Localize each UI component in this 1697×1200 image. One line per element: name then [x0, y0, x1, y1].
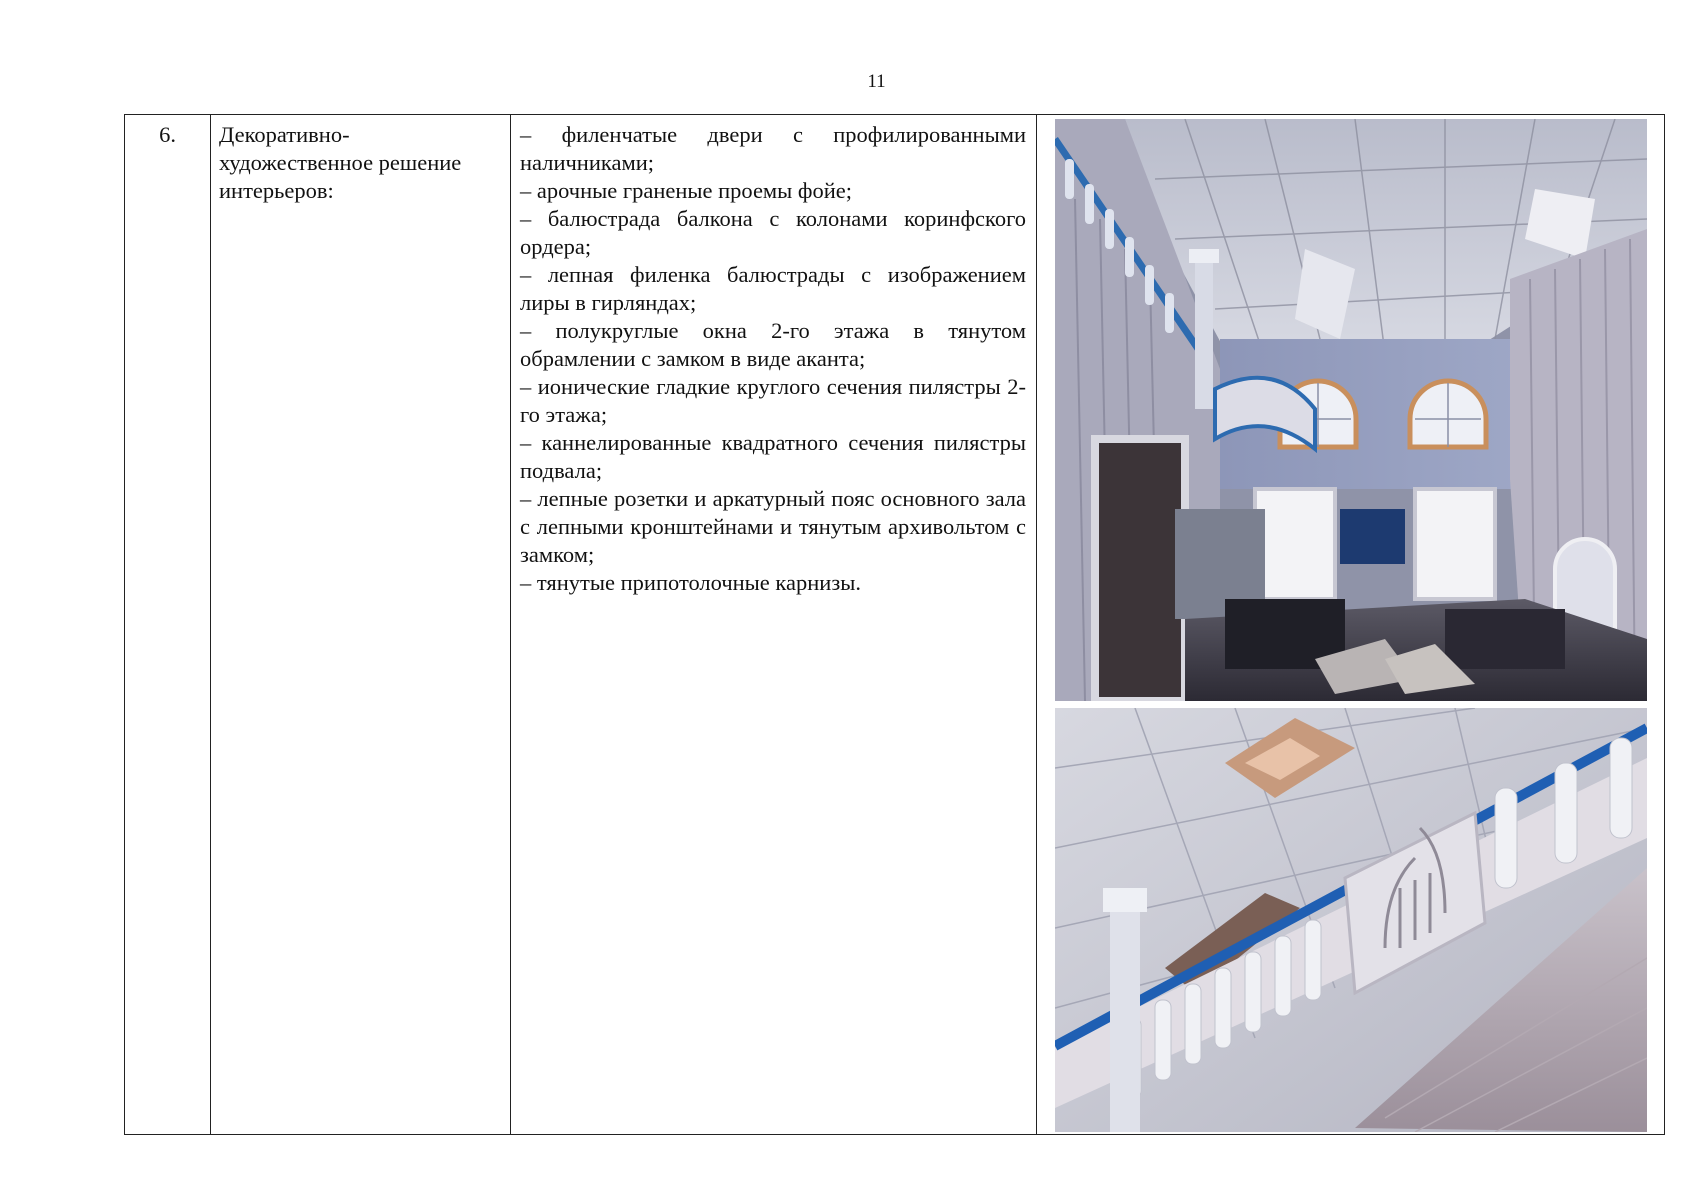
list-item: – тянутые припотолочные карнизы. [520, 570, 861, 595]
heritage-table [124, 114, 1665, 1135]
list-item: – арочные граненые проемы фойе; [520, 178, 853, 203]
table-row [125, 115, 1665, 1135]
list-item: – лепная филенка балюстрады с изображением лиры в гирляндах; [520, 262, 1026, 315]
list-item: – ионические гладкие круглого сечения пилястры 2-го этажа; [520, 374, 1026, 427]
balustrade-photo [1055, 708, 1647, 1132]
photo-column [1037, 115, 1665, 1135]
list-item: – балюстрада балкона с колонами коринфского ордера; [520, 206, 1026, 259]
list-item: – лепные розетки и аркатурный пояс основного зала с лепными кронштейнами и тянутым архивольтом с замком; [520, 486, 1026, 567]
list-item: – филенчатые двери с профилированными наличниками; [520, 122, 1026, 175]
row-number: 6. [125, 115, 211, 1135]
list-item: – каннелированные квадратного сечения пилястры подвала; [520, 430, 1026, 483]
page-number: 11 [867, 71, 886, 92]
feature-list [511, 115, 1037, 1135]
row-title: Декоративно-художественное решение интерьеров: [211, 115, 511, 1135]
interior-hall-photo [1055, 119, 1647, 701]
list-item: – полукруглые окна 2-го этажа в тянутом обрамлении с замком в виде аканта; [520, 318, 1026, 371]
